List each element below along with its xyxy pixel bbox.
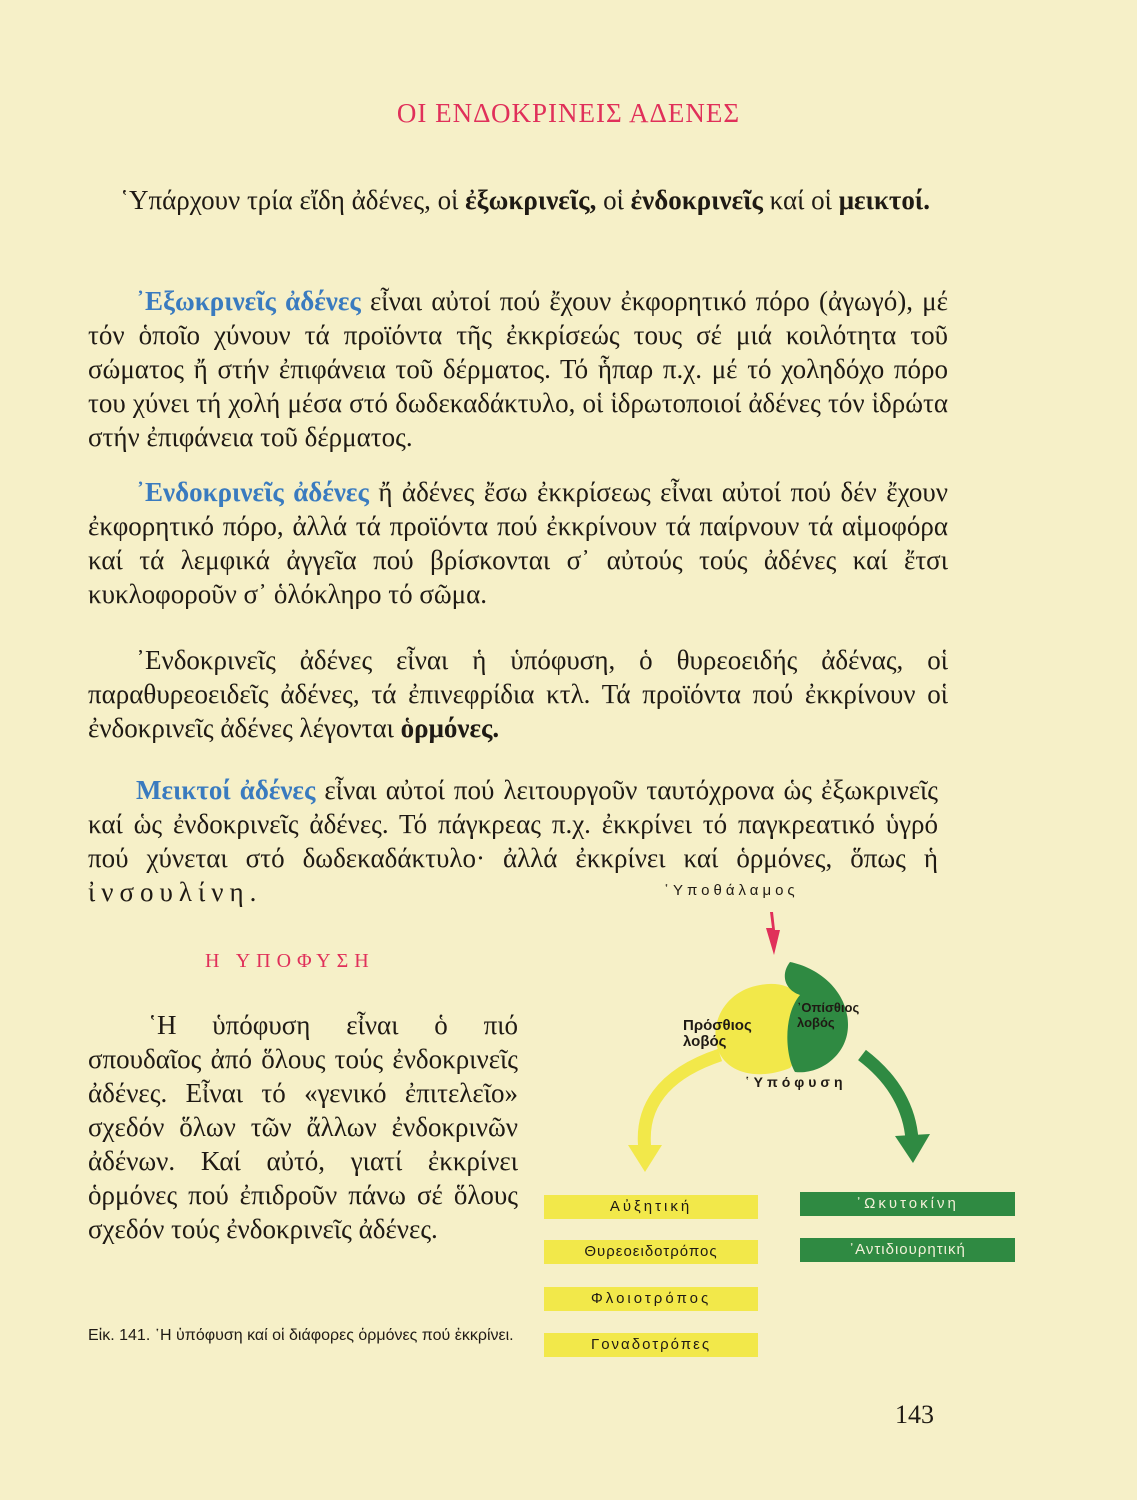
hormone-thyrotropic: Θυρεοειδοτρόπος <box>544 1240 758 1264</box>
green-arrowhead-icon <box>895 1134 930 1163</box>
exocrine-text: εἶναι αὐτοί πού ἔχουν ἐκφορητικό πόρο (ἀγωγό), μέ τόν ὁποῖο χύνουν τά προϊόντα τῆς ἐκκρίσεώς τους σέ μιά κοιλότητα τοῦ σώματος ἤ στήν ἐπιφάνεια τοῦ δέρματος. Τό ἧπαρ π.χ. μέ τό χοληδόχο πόρο του χύνει τή χολή μέσα στό δωδεκαδάκτυλο, οἱ ἱδρωτοποιοί ἀδένες τόν ἱδρώτα στήν ἐπιφάνεια τοῦ δέρματος. <box>88 286 948 452</box>
endocrine-term: ᾿Ενδοκρινεῖς ἀδένες <box>136 477 369 507</box>
green-arrow-line <box>862 1055 912 1140</box>
hypothalamus-label: ῾Υποθάλαμος <box>664 882 799 899</box>
hormone-corticotropic: Φλοιοτρόπος <box>544 1287 758 1311</box>
yellow-arrow-line <box>644 1055 720 1150</box>
hormone-oxytocin: ᾿Ωκυτοκίνη <box>800 1192 1015 1216</box>
endocrine-text: ἤ ἀδένες ἔσω ἐκκρίσεως εἶναι αὐτοί πού δέν ἔχουν ἐκφορητικό πόρο, ἀλλά τά προϊόντα πού ἐκκρίνουν τά παίρνουν τά αἱμοφόρα καί τά λεμφικά ἀγγεῖα πού βρίσκονται σ᾿ αὐτούς τούς ἀδένες καί ἔτσι κυκλοφοροῦν σ᾿ ὁλόκληρο τό σῶμα. <box>88 477 948 609</box>
mixed-text: εἶναι αὐτοί πού λειτουργοῦν ταυτόχρονα ὡς ἐξωκρινεῖς καί ὡς ἐνδοκρινεῖς ἀδένες. Τό πάγκρεας π.χ. ἐκκρίνει τό παγκρεατικό ὑγρό πού χύνεται στό δωδεκαδάκτυλο· ἀλλά ἐκκρίνει καί ὁρμόνες, ὅπως ἡ <box>88 775 938 873</box>
hormone-antidiuretic: ᾿Αντιδιουρητική <box>800 1238 1015 1262</box>
term-exocrine-bold: ἐξωκρινεῖς, <box>465 185 597 215</box>
section-heading-hypophysis: Η ΥΠΟΦΥΣΗ <box>205 950 375 972</box>
page-title: ΟΙ ΕΝΔΟΚΡΙΝΕΙΣ ΑΔΕΝΕΣ <box>396 98 741 128</box>
intro-text-1: ῾Υπάρχουν τρία εἴδη ἀδένες, οἱ <box>120 185 466 215</box>
hypothalamus-arrow-icon <box>766 912 780 955</box>
hormone-gonadotropic: Γοναδοτρόπες <box>544 1333 758 1357</box>
intro-text-3: καί οἱ <box>762 185 839 215</box>
yellow-arrowhead-icon <box>628 1145 662 1172</box>
insulin-term: ἰνσουλίνη. <box>88 877 263 907</box>
endocrine-list-text: ᾿Ενδοκρινεῖς ἀδένες εἶναι ἡ ὑπόφυση, ὁ θυρεοειδής ἀδένας, οἱ παραθυρεοειδεῖς ἀδένες, τά ἐπινεφρίδια κτλ. Τά προϊόντα πού ἐκκρίνουν οἱ ἐνδοκρινεῖς ἀδένες λέγονται <box>88 645 948 743</box>
page-number: 143 <box>895 1400 934 1429</box>
exocrine-term: ᾿Εξωκρινεῖς ἀδένες <box>136 286 361 316</box>
figure-caption: Εἰκ. 141. ῾Η ὑπόφυση καί οἱ διάφορες ὁρμόνες πού ἐκκρίνει. <box>88 1327 514 1344</box>
posterior-lobe-label: ᾿Οπίσθιος λοβός <box>797 1000 860 1030</box>
hormone-growth: Αὐξητική <box>544 1195 758 1219</box>
intro-text-2: οἱ <box>596 185 631 215</box>
hypophysis-label: ῾Υπόφυση <box>745 1074 847 1090</box>
term-mixed-bold: μεικτοί. <box>838 185 930 215</box>
hormones-term: ὁρμόνες. <box>400 713 500 743</box>
mixed-term: Μεικτοί ἀδένες <box>136 775 316 805</box>
term-endocrine-bold: ἐνδοκρινεῖς <box>630 185 763 215</box>
anterior-lobe-label: Πρόσθιος λοβός <box>683 1017 752 1050</box>
hypophysis-paragraph: ῾Η ὑπόφυση εἶναι ὁ πιό σπουδαῖος ἀπό ὅλους τούς ἐνδοκρινεῖς ἀδένες. Εἶναι τό «γενικό ἐπιτελεῖο» σχεδόν ὅλων τῶν ἄλλων ἐνδοκρινῶν ἀδένων. Καί αὐτό, γιατί ἐκκρίνει ὁρμόνες πού ἐπιδροῦν πάνω σέ ὅλους σχεδόν τούς ἐνδοκρινεῖς ἀδένες. <box>88 1010 518 1244</box>
